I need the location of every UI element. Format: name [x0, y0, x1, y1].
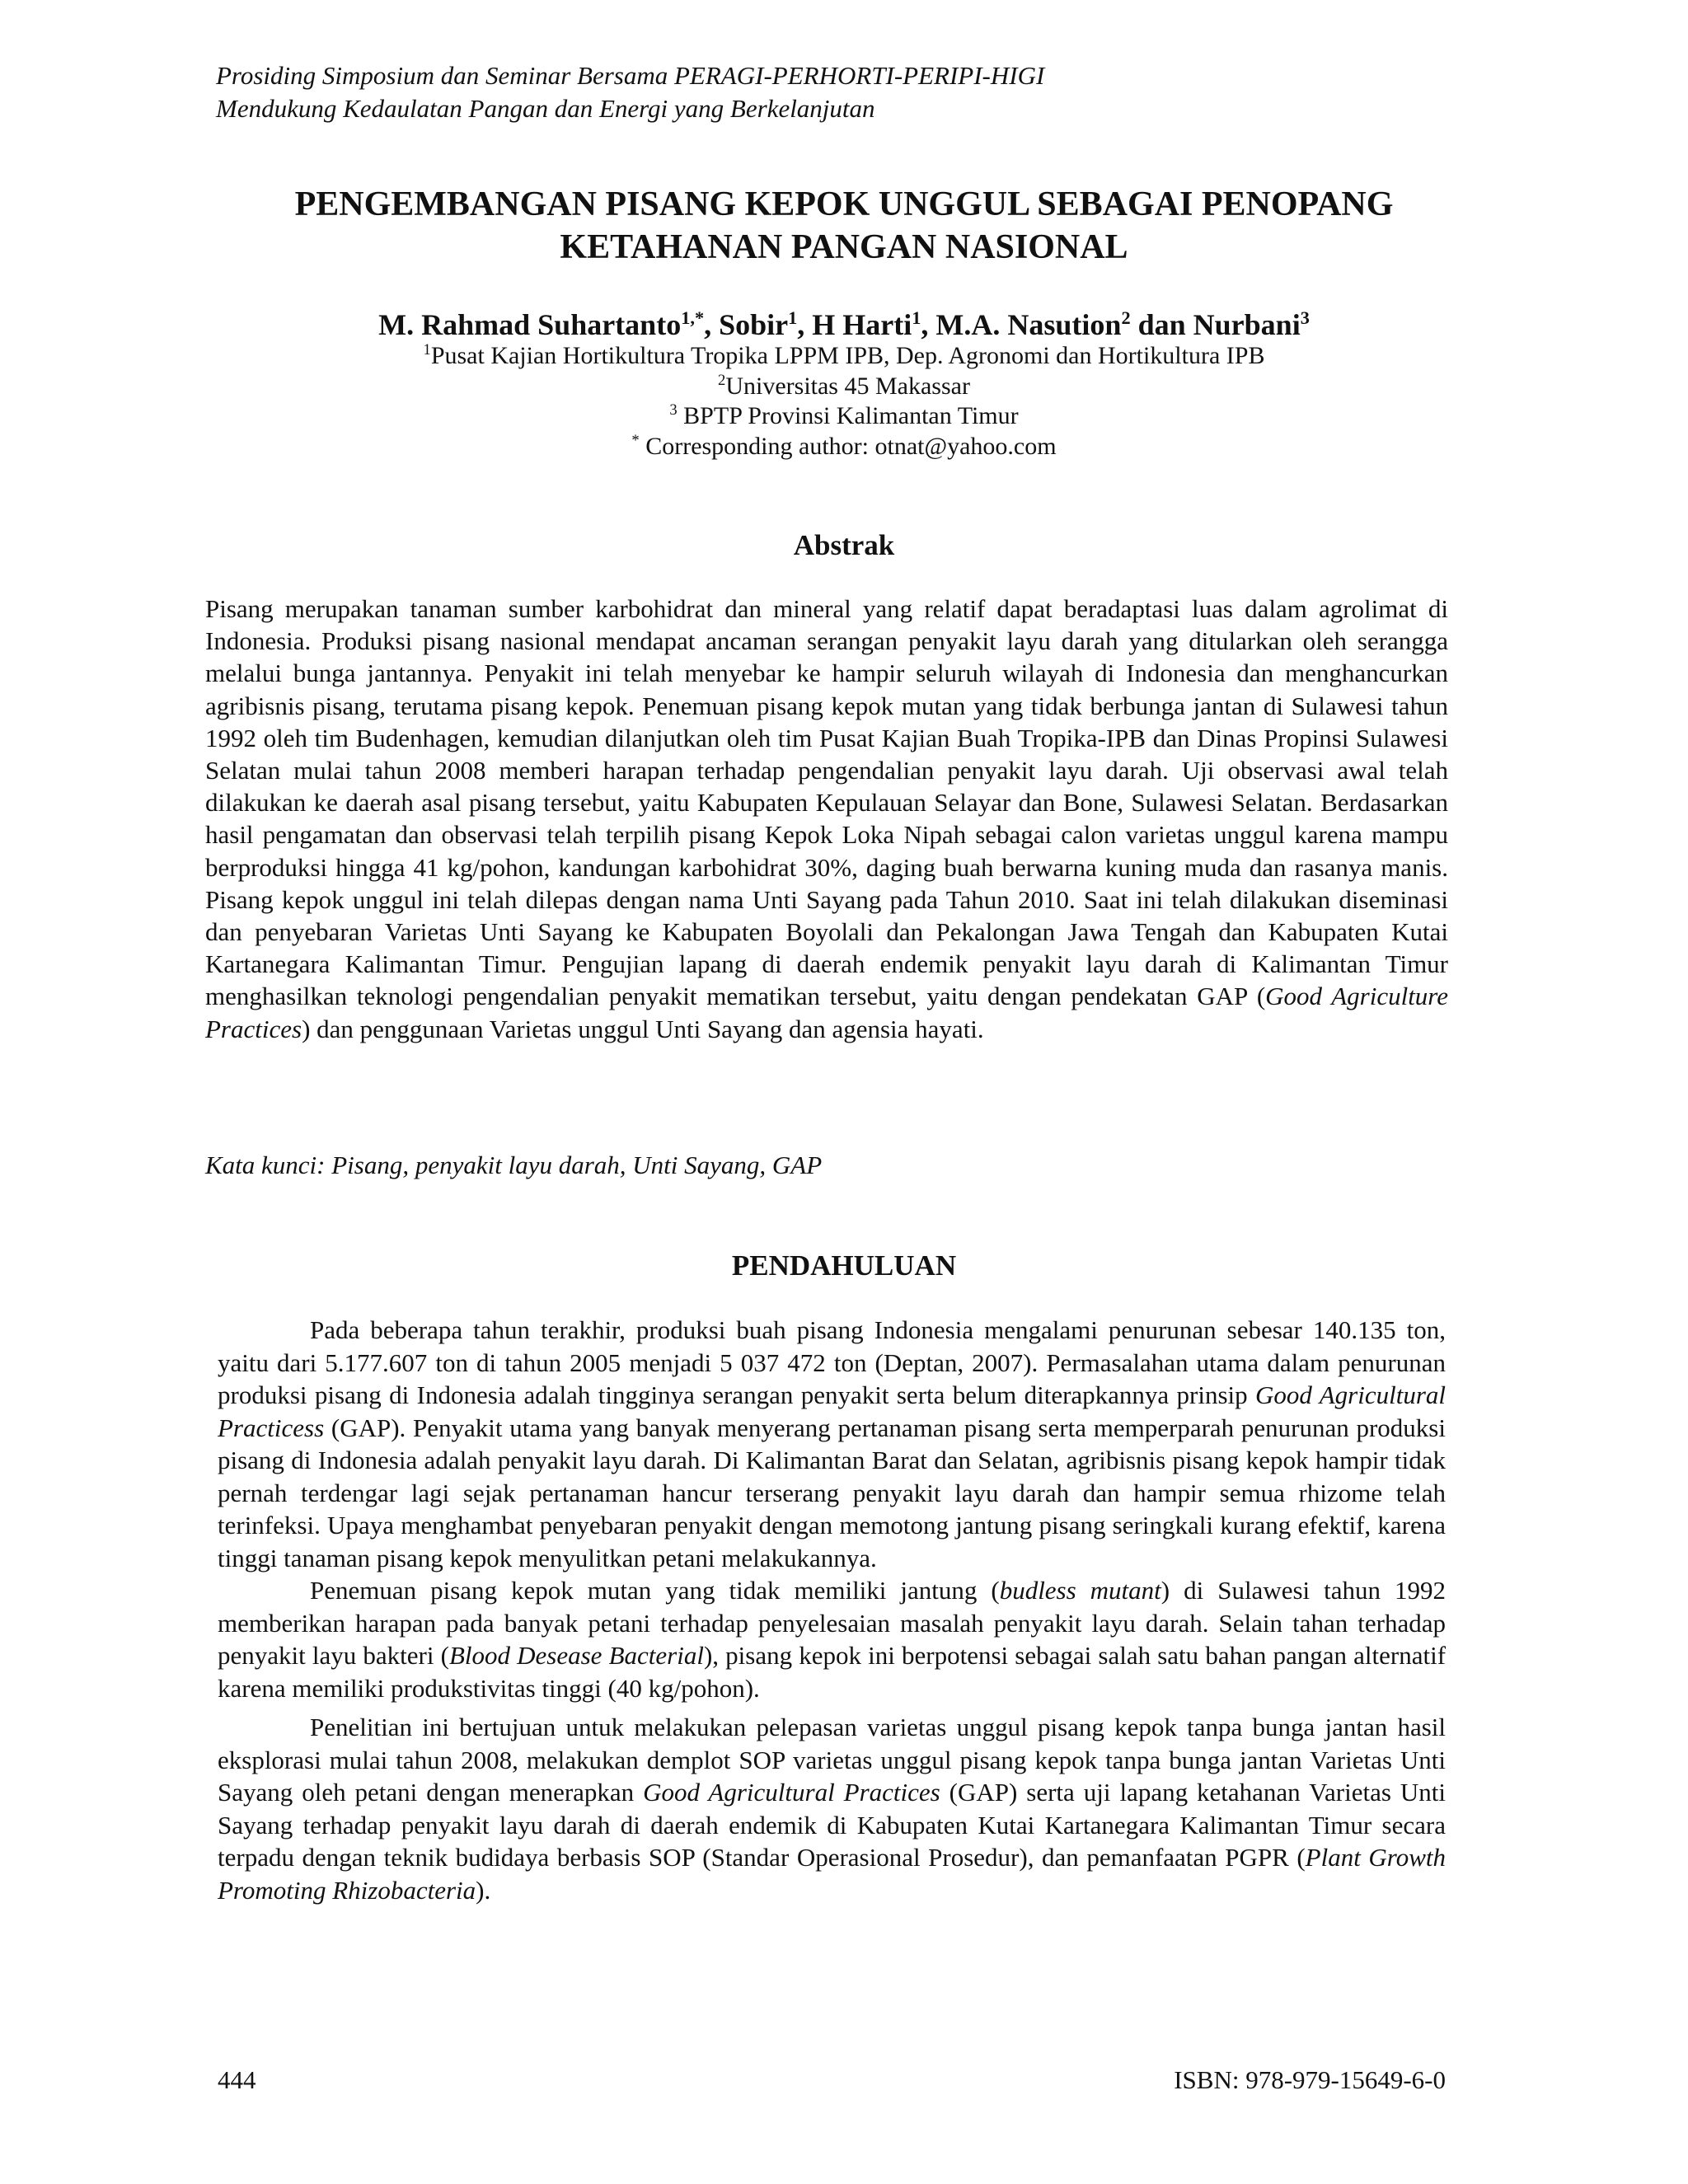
italic-term: budless mutant: [999, 1576, 1161, 1605]
paper-title-line-1: PENGEMBANGAN PISANG KEPOK UNGGUL SEBAGAI PENOPANG: [294, 185, 1394, 223]
italic-term: Plant Growth Promoting Rhizobacteria: [218, 1843, 1446, 1905]
paragraph-text: ) di Sulawesi tahun 1992 memberikan harapan pada banyak petani terhadap penyelesaian masalah penyakit layu darah. Selain tahan terhadap penyakit layu bakteri (: [218, 1576, 1446, 1670]
paragraph-text: (GAP) serta uji lapang ketahanan Varietas Unti Sayang terhadap penyakit layu darah di daerah endemik di Kabupaten Kutai Kartanegara Kalimantan Timur secara terpadu dengan teknik budidaya berbasis SOP (Standar Operasional Prosedur), dan pemanfaatan PGPR (: [218, 1778, 1446, 1872]
affiliation-text: Corresponding author: otnat@yahoo.com: [639, 432, 1057, 460]
author-list: [148, 307, 1540, 343]
introduction-body: [218, 1314, 1446, 1906]
abstract-body: [205, 593, 1448, 1045]
keywords: Kata kunci: Pisang, penyakit layu darah, Unti Sayang, GAP: [205, 1151, 823, 1179]
paper-title: [148, 183, 1540, 269]
author-affiliation-mark: 2: [1121, 307, 1131, 328]
abstract-text: Pisang merupakan tanaman sumber karbohidrat dan mineral yang relatif dapat beradaptasi luas dalam agrolimat di Indonesia. Produksi pisang nasional mendapat ancaman serangan penyakit layu darah yang ditularkan oleh serangga melalui bunga jantannya. Penyakit ini telah menyebar ke hampir seluruh wilayah di Indonesia dan menghancurkan agribisnis pisang, terutama pisang kepok. Penemuan pisang kepok mutan yang tidak berbunga jantan di Sulawesi tahun 1992 oleh tim Budenhagen, kemudian dilanjutkan oleh tim Pusat Kajian Buah Tropika-IPB dan Dinas Propinsi Sulawesi Selatan mulai tahun 2008 memberi harapan terhadap pengendalian penyakit layu darah. Uji observasi awal telah dilakukan ke daerah asal pisang tersebut, yaitu Kabupaten Kepulauan Selayar dan Bone, Sulawesi Selatan. Berdasarkan hasil pengamatan dan observasi telah terpilih pisang Kepok Loka Nipah sebagai calon varietas unggul karena mampu berproduksi hingga 41 kg/pohon, kandungan karbohidrat 30%, daging buah berwarna kuning muda dan rasanya manis. Pisang kepok unggul ini telah dilepas dengan nama Unti Sayang pada Tahun 2010. Saat ini telah dilakukan diseminasi dan penyebaran Varietas Unti Sayang ke Kabupaten Boyolali dan Pekalongan Jawa Tengah dan Kabupaten Kutai Kartanegara Kalimantan Timur. Pengujian lapang di daerah endemik penyakit layu darah di Kalimantan Timur menghasilkan teknologi pengendalian penyakit mematikan tersebut, yaitu dengan pendekatan GAP (: [205, 594, 1448, 1011]
page-number: 444: [218, 2065, 256, 2094]
paragraph-text: Pada beberapa tahun terakhir, produksi buah pisang Indonesia mengalami penurunan sebesar 140.135 ton, yaitu dari 5.177.607 ton di tahun 2005 menjadi 5 037 472 ton (Deptan, 2007). Permasalahan utama dalam penurunan produksi pisang di Indonesia adalah tingginya serangan penyakit serta belum diterapkannya prinsip: [218, 1315, 1446, 1409]
affiliation-mark: *: [631, 431, 640, 449]
affiliation-item: [148, 432, 1540, 462]
intro-paragraph-1: [218, 1314, 1446, 1574]
affiliation-text: BPTP Provinsi Kalimantan Timur: [677, 402, 1019, 429]
intro-paragraph-2: [218, 1574, 1446, 1704]
paragraph-text: ), pisang kepok ini berpotensi sebagai salah satu bahan pangan alternatif karena memiliki produkstivitas tinggi (40 kg/pohon).: [218, 1641, 1447, 1703]
affiliation-item: [148, 341, 1540, 372]
author-name: M. Rahmad Suhartanto: [378, 308, 682, 341]
paragraph-text: ).: [476, 1875, 491, 1905]
abstract-text-end: ) dan penggunaan Varietas unggul Unti Sayang dan agensia hayati.: [302, 1014, 984, 1043]
affiliation-mark: 3: [669, 401, 678, 419]
author-affiliation-mark: 1: [912, 307, 921, 328]
author-separator: dan: [1130, 308, 1193, 341]
abstract-heading: Abstrak: [793, 529, 895, 561]
author-name: H Harti: [812, 308, 912, 341]
paragraph-text: Penemuan pisang kepok mutan yang tidak memiliki jantung (: [310, 1576, 1000, 1605]
affiliation-item: [148, 372, 1540, 402]
author-affiliation-mark: 1,*: [681, 307, 705, 328]
paragraph-text: (GAP). Penyakit utama yang banyak menyerang pertanaman pisang serta memperparah penurunan produksi pisang di Indonesia adalah penyakit layu darah. Di Kalimantan Barat dan Selatan, agribisnis pisang kepok hampir tidak pernah terdengar lagi sejak pertanaman hancur terserang penyakit layu darah dan hampir semua rhizome telah terinfeksi. Upaya menghambat penyebaran penyakit dengan memotong jantung pisang seringkali kurang efektif, karena tinggi tanaman pisang kepok menyulitkan petani melakukannya.: [218, 1413, 1446, 1572]
author-name: Sobir: [719, 308, 789, 341]
section-heading-pendahuluan: PENDAHULUAN: [731, 1249, 957, 1282]
running-header: [216, 59, 1535, 125]
author-separator: ,: [797, 308, 813, 341]
intro-paragraph-3: [218, 1711, 1446, 1906]
isbn: ISBN: 978-979-15649-6-0: [1174, 2065, 1446, 2094]
author-name: Nurbani: [1193, 308, 1301, 341]
author-affiliation-mark: 3: [1300, 307, 1310, 328]
abstract-italic-term: Good Agriculture Practices: [205, 982, 1448, 1043]
affiliation-text: Universitas 45 Makassar: [725, 372, 970, 400]
italic-term: Good Agricultural Practicess: [218, 1380, 1446, 1442]
running-header-line-2: Mendukung Kedaulatan Pangan dan Energi yang Berkelanjutan: [216, 94, 875, 123]
affiliation-mark: 2: [718, 371, 726, 389]
affiliation-text: Pusat Kajian Hortikultura Tropika LPPM IPB, Dep. Agronomi dan Hortikultura IPB: [430, 342, 1265, 369]
running-header-line-1: Prosiding Simposium dan Seminar Bersama PERAGI-PERHORTI-PERIPI-HIGI: [216, 61, 1045, 90]
affiliation-list: [148, 341, 1540, 462]
italic-term: Good Agricultural Practices: [643, 1778, 940, 1807]
italic-term: Blood Desease Bacterial: [448, 1641, 704, 1670]
affiliation-mark: 1: [423, 341, 431, 359]
author-separator: ,: [704, 308, 720, 341]
author-affiliation-mark: 1: [788, 307, 798, 328]
author-name: M.A. Nasution: [935, 308, 1122, 341]
affiliation-item: [148, 401, 1540, 432]
paper-title-line-2: KETAHANAN PANGAN NASIONAL: [560, 228, 1128, 266]
paragraph-text: Penelitian ini bertujuan untuk melakukan pelepasan varietas unggul pisang kepok tanpa bunga jantan hasil eksplorasi mulai tahun 2008, melakukan demplot SOP varietas unggul pisang kepok tanpa bunga jantan Varietas Unti Sayang oleh petani dengan menerapkan: [218, 1713, 1446, 1807]
author-separator: ,: [921, 308, 936, 341]
